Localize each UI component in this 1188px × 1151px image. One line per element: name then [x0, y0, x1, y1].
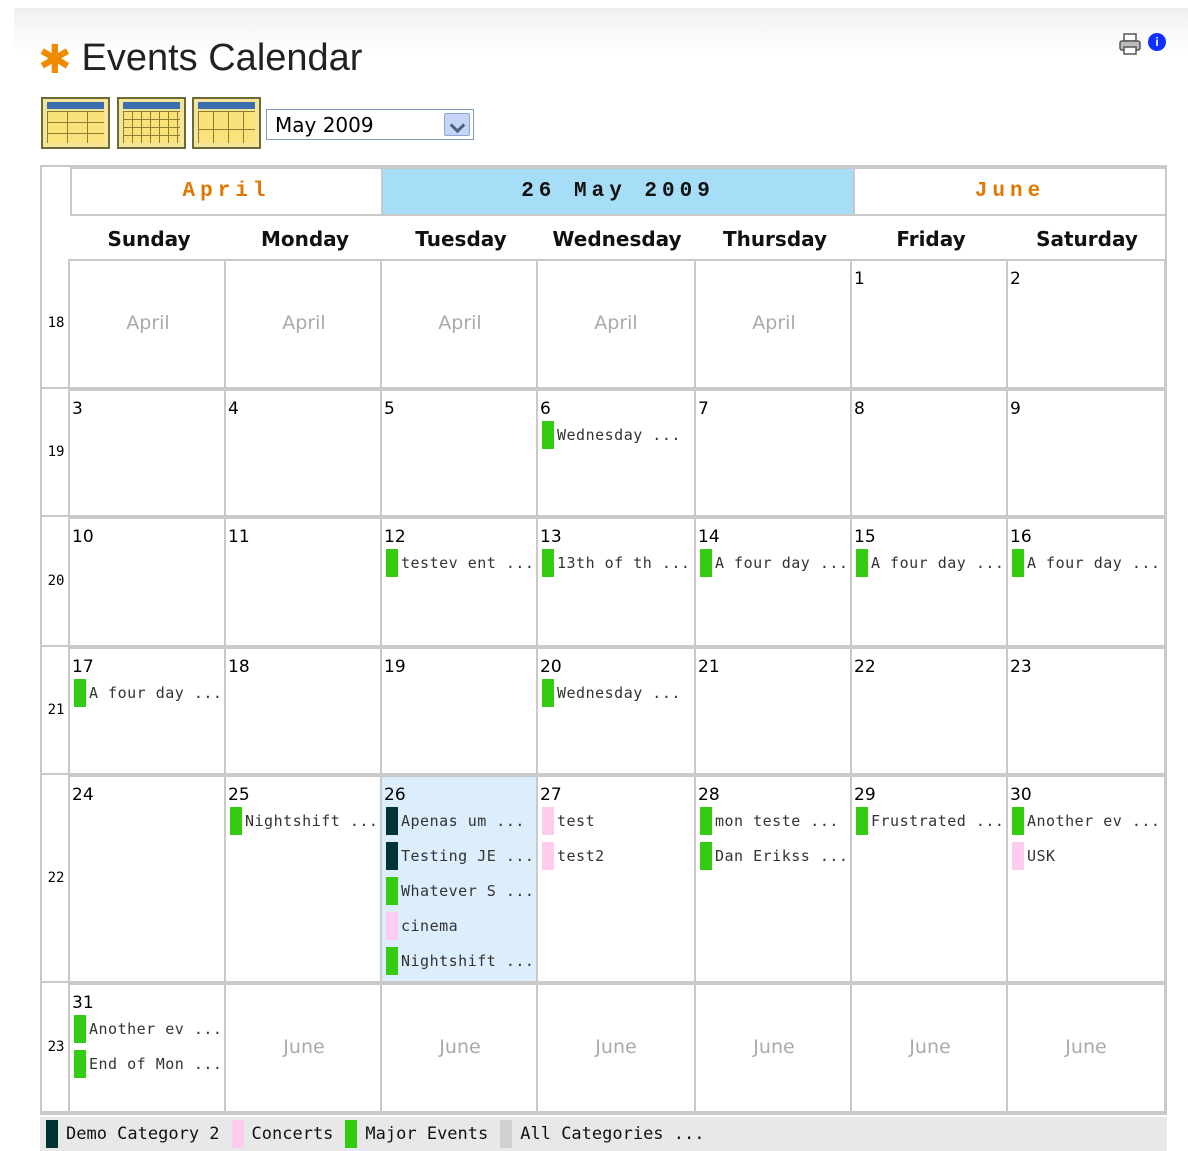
- day-cell[interactable]: [68, 517, 228, 647]
- event-title[interactable]: test: [557, 812, 596, 830]
- other-month-cell[interactable]: [694, 983, 854, 1113]
- day-cell[interactable]: [68, 983, 228, 1113]
- event-title[interactable]: Nightshift ...: [245, 812, 379, 830]
- day-cell[interactable]: [850, 775, 1010, 983]
- event-item[interactable]: [386, 842, 534, 870]
- category-swatch: [700, 842, 712, 870]
- day-number[interactable]: 13: [540, 527, 562, 547]
- other-month-cell[interactable]: [536, 983, 696, 1113]
- other-month-label: April: [438, 312, 482, 334]
- event-item[interactable]: [542, 421, 681, 449]
- legend-swatch: [232, 1120, 244, 1148]
- event-title[interactable]: cinema: [401, 917, 459, 935]
- day-cell[interactable]: [224, 647, 384, 775]
- event-title[interactable]: Whatever S ...: [401, 882, 535, 900]
- legend-item[interactable]: [46, 1117, 220, 1151]
- category-swatch: [700, 549, 712, 577]
- event-item[interactable]: [542, 842, 605, 870]
- day-cell[interactable]: [68, 389, 228, 517]
- month-select-value: May 2009: [275, 112, 374, 137]
- legend-swatch: [500, 1120, 512, 1148]
- chevron-down-icon[interactable]: [444, 113, 470, 136]
- other-month-label: June: [909, 1036, 951, 1058]
- day-number[interactable]: 6: [540, 399, 551, 419]
- day-name-header: Saturday: [1036, 227, 1138, 251]
- legend-swatch: [46, 1120, 58, 1148]
- day-cell[interactable]: [850, 389, 1010, 517]
- event-title[interactable]: Nightshift ...: [401, 952, 535, 970]
- other-month-label: June: [595, 1036, 637, 1058]
- calendar-grid: [40, 165, 1167, 1115]
- other-month-cell[interactable]: [224, 259, 384, 389]
- day-number[interactable]: 10: [72, 527, 94, 547]
- month-select[interactable]: [266, 109, 474, 140]
- day-number[interactable]: 9: [1010, 399, 1021, 419]
- day-number[interactable]: 21: [698, 657, 720, 677]
- category-swatch: [542, 842, 554, 870]
- event-item[interactable]: [1012, 549, 1160, 577]
- event-item[interactable]: [1012, 807, 1160, 835]
- printer-icon[interactable]: [1118, 33, 1142, 55]
- other-month-label: June: [283, 1036, 325, 1058]
- current-date-header: 26 May 2009: [381, 167, 855, 216]
- event-item[interactable]: [542, 807, 595, 835]
- event-item[interactable]: [1012, 842, 1056, 870]
- category-swatch: [542, 807, 554, 835]
- day-number[interactable]: 12: [384, 527, 406, 547]
- next-month-link[interactable]: June: [853, 167, 1167, 216]
- event-title[interactable]: A four day ...: [871, 554, 1005, 572]
- day-number[interactable]: 3: [72, 399, 83, 419]
- other-month-label: April: [126, 312, 170, 334]
- view-icon-bar: [47, 102, 104, 109]
- week-number[interactable]: 22: [42, 775, 72, 983]
- day-number[interactable]: 16: [1010, 527, 1032, 547]
- day-number[interactable]: 18: [228, 657, 250, 677]
- event-item[interactable]: [856, 807, 1004, 835]
- day-number[interactable]: 22: [854, 657, 876, 677]
- info-icon[interactable]: i: [1148, 33, 1166, 51]
- day-number[interactable]: 15: [854, 527, 876, 547]
- event-title[interactable]: A four day ...: [89, 684, 223, 702]
- event-title[interactable]: Apenas um ...: [401, 812, 525, 830]
- category-swatch: [386, 807, 398, 835]
- month-grid-icon: [123, 111, 180, 143]
- day-number[interactable]: 31: [72, 993, 94, 1013]
- day-cell[interactable]: [850, 517, 1010, 647]
- year-grid-icon: [47, 111, 104, 143]
- day-cell[interactable]: [1006, 647, 1166, 775]
- day-number[interactable]: 27: [540, 785, 562, 805]
- week-grid-icon: [198, 111, 255, 143]
- legend-label[interactable]: Concerts: [251, 1124, 334, 1144]
- view-icon-bar: [123, 102, 180, 109]
- event-item[interactable]: [542, 549, 690, 577]
- day-number[interactable]: 19: [384, 657, 406, 677]
- event-item[interactable]: [856, 549, 1004, 577]
- other-month-cell[interactable]: [850, 983, 1010, 1113]
- other-month-label: June: [753, 1036, 795, 1058]
- legend-item[interactable]: [345, 1117, 488, 1151]
- other-month-cell[interactable]: [1006, 983, 1166, 1113]
- day-number[interactable]: 14: [698, 527, 720, 547]
- event-item[interactable]: [700, 807, 839, 835]
- day-cell[interactable]: [850, 647, 1010, 775]
- day-number[interactable]: 25: [228, 785, 250, 805]
- category-swatch: [74, 1050, 86, 1078]
- event-item[interactable]: [74, 1015, 222, 1043]
- event-title[interactable]: mon teste ...: [715, 812, 839, 830]
- day-number[interactable]: 26: [384, 785, 406, 805]
- category-swatch: [74, 1015, 86, 1043]
- other-month-label: April: [282, 312, 326, 334]
- day-cell[interactable]: [68, 775, 228, 983]
- event-title[interactable]: Another ev ...: [1027, 812, 1161, 830]
- week-view-button[interactable]: [192, 97, 261, 149]
- day-name-header: Tuesday: [415, 227, 507, 251]
- week-number[interactable]: 18: [42, 259, 72, 389]
- event-item[interactable]: [542, 679, 681, 707]
- day-number[interactable]: 17: [72, 657, 94, 677]
- day-cell[interactable]: [380, 775, 540, 983]
- day-number[interactable]: 24: [72, 785, 94, 805]
- week-number[interactable]: 19: [42, 389, 72, 517]
- day-number[interactable]: 7: [698, 399, 709, 419]
- category-swatch: [386, 842, 398, 870]
- day-cell[interactable]: [1006, 259, 1166, 389]
- day-cell[interactable]: [224, 775, 384, 983]
- category-swatch: [1012, 842, 1024, 870]
- event-item[interactable]: [386, 807, 525, 835]
- category-swatch: [542, 421, 554, 449]
- event-title[interactable]: Wednesday ...: [557, 426, 681, 444]
- category-swatch: [386, 947, 398, 975]
- other-month-cell[interactable]: [694, 259, 854, 389]
- day-cell[interactable]: [380, 647, 540, 775]
- day-cell[interactable]: [224, 389, 384, 517]
- day-number[interactable]: 20: [540, 657, 562, 677]
- day-cell[interactable]: [536, 775, 696, 983]
- week-number[interactable]: 23: [42, 983, 72, 1113]
- day-cell[interactable]: [380, 517, 540, 647]
- day-cell[interactable]: [850, 259, 1010, 389]
- category-swatch: [542, 549, 554, 577]
- day-cell[interactable]: [380, 389, 540, 517]
- event-item[interactable]: [700, 842, 848, 870]
- event-title[interactable]: Frustrated ...: [871, 812, 1005, 830]
- day-cell[interactable]: [694, 389, 854, 517]
- day-cell[interactable]: [536, 389, 696, 517]
- event-item[interactable]: [74, 679, 222, 707]
- event-title[interactable]: USK: [1027, 847, 1056, 865]
- day-number[interactable]: 4: [228, 399, 239, 419]
- prev-month-link[interactable]: April: [70, 167, 383, 216]
- day-cell[interactable]: [536, 647, 696, 775]
- legend-item[interactable]: [232, 1117, 334, 1151]
- day-name-header: Sunday: [107, 227, 191, 251]
- day-name-header: Friday: [896, 227, 966, 251]
- legend-item[interactable]: [500, 1117, 704, 1151]
- day-cell[interactable]: [694, 647, 854, 775]
- category-swatch: [856, 549, 868, 577]
- day-number[interactable]: 30: [1010, 785, 1032, 805]
- event-title[interactable]: Another ev ...: [89, 1020, 223, 1038]
- event-title[interactable]: Wednesday ...: [557, 684, 681, 702]
- asterisk-icon: ✱: [38, 37, 72, 83]
- category-swatch: [542, 679, 554, 707]
- day-name-header: Wednesday: [552, 227, 682, 251]
- day-cell[interactable]: [694, 517, 854, 647]
- day-number[interactable]: 23: [1010, 657, 1032, 677]
- year-view-button[interactable]: [41, 97, 110, 149]
- day-number[interactable]: 8: [854, 399, 865, 419]
- category-swatch: [230, 807, 242, 835]
- category-swatch: [856, 807, 868, 835]
- event-title[interactable]: End of Mon ...: [89, 1055, 223, 1073]
- legend-swatch: [345, 1120, 357, 1148]
- week-number[interactable]: 21: [42, 647, 72, 775]
- event-title[interactable]: test2: [557, 847, 605, 865]
- day-number[interactable]: 1: [854, 269, 865, 289]
- category-legend: [40, 1117, 1167, 1151]
- other-month-cell[interactable]: [380, 983, 540, 1113]
- category-swatch: [1012, 807, 1024, 835]
- category-swatch: [386, 912, 398, 940]
- event-item[interactable]: [230, 807, 378, 835]
- day-cell[interactable]: [68, 647, 228, 775]
- other-month-cell[interactable]: [536, 259, 696, 389]
- category-swatch: [74, 679, 86, 707]
- category-swatch: [1012, 549, 1024, 577]
- day-cell[interactable]: [1006, 517, 1166, 647]
- day-cell[interactable]: [224, 517, 384, 647]
- event-title[interactable]: Testing JE ...: [401, 847, 535, 865]
- event-title[interactable]: testev ent ...: [401, 554, 535, 572]
- week-number[interactable]: 20: [42, 517, 72, 647]
- day-cell[interactable]: [536, 517, 696, 647]
- day-number[interactable]: 5: [384, 399, 395, 419]
- day-cell[interactable]: [694, 775, 854, 983]
- other-month-label: June: [1065, 1036, 1107, 1058]
- event-title[interactable]: 13th of th ...: [557, 554, 691, 572]
- other-month-label: June: [439, 1036, 481, 1058]
- event-item[interactable]: [386, 877, 534, 905]
- legend-label[interactable]: All Categories ...: [520, 1124, 705, 1144]
- month-view-button[interactable]: [117, 97, 186, 149]
- category-swatch: [700, 807, 712, 835]
- event-item[interactable]: [386, 947, 534, 975]
- day-number[interactable]: 11: [228, 527, 250, 547]
- legend-label[interactable]: Demo Category 2: [66, 1124, 220, 1144]
- event-item[interactable]: [386, 912, 458, 940]
- category-swatch: [386, 549, 398, 577]
- event-title[interactable]: A four day ...: [1027, 554, 1161, 572]
- other-month-cell[interactable]: [68, 259, 228, 389]
- category-swatch: [386, 877, 398, 905]
- event-item[interactable]: [386, 549, 534, 577]
- day-number[interactable]: 2: [1010, 269, 1021, 289]
- other-month-label: April: [752, 312, 796, 334]
- day-number[interactable]: 29: [854, 785, 876, 805]
- event-item[interactable]: [74, 1050, 222, 1078]
- event-item[interactable]: [700, 549, 848, 577]
- day-cell[interactable]: [1006, 775, 1166, 983]
- view-icon-bar: [198, 102, 255, 109]
- other-month-label: April: [594, 312, 638, 334]
- event-title[interactable]: Dan Erikss ...: [715, 847, 849, 865]
- day-cell[interactable]: [1006, 389, 1166, 517]
- day-number[interactable]: 28: [698, 785, 720, 805]
- event-title[interactable]: A four day ...: [715, 554, 849, 572]
- header: [38, 36, 363, 83]
- other-month-cell[interactable]: [224, 983, 384, 1113]
- day-name-header: Monday: [260, 227, 350, 251]
- legend-label[interactable]: Major Events: [365, 1124, 489, 1144]
- day-name-header: Thursday: [722, 227, 828, 251]
- page-title: Events Calendar: [81, 36, 363, 79]
- other-month-cell[interactable]: [380, 259, 540, 389]
